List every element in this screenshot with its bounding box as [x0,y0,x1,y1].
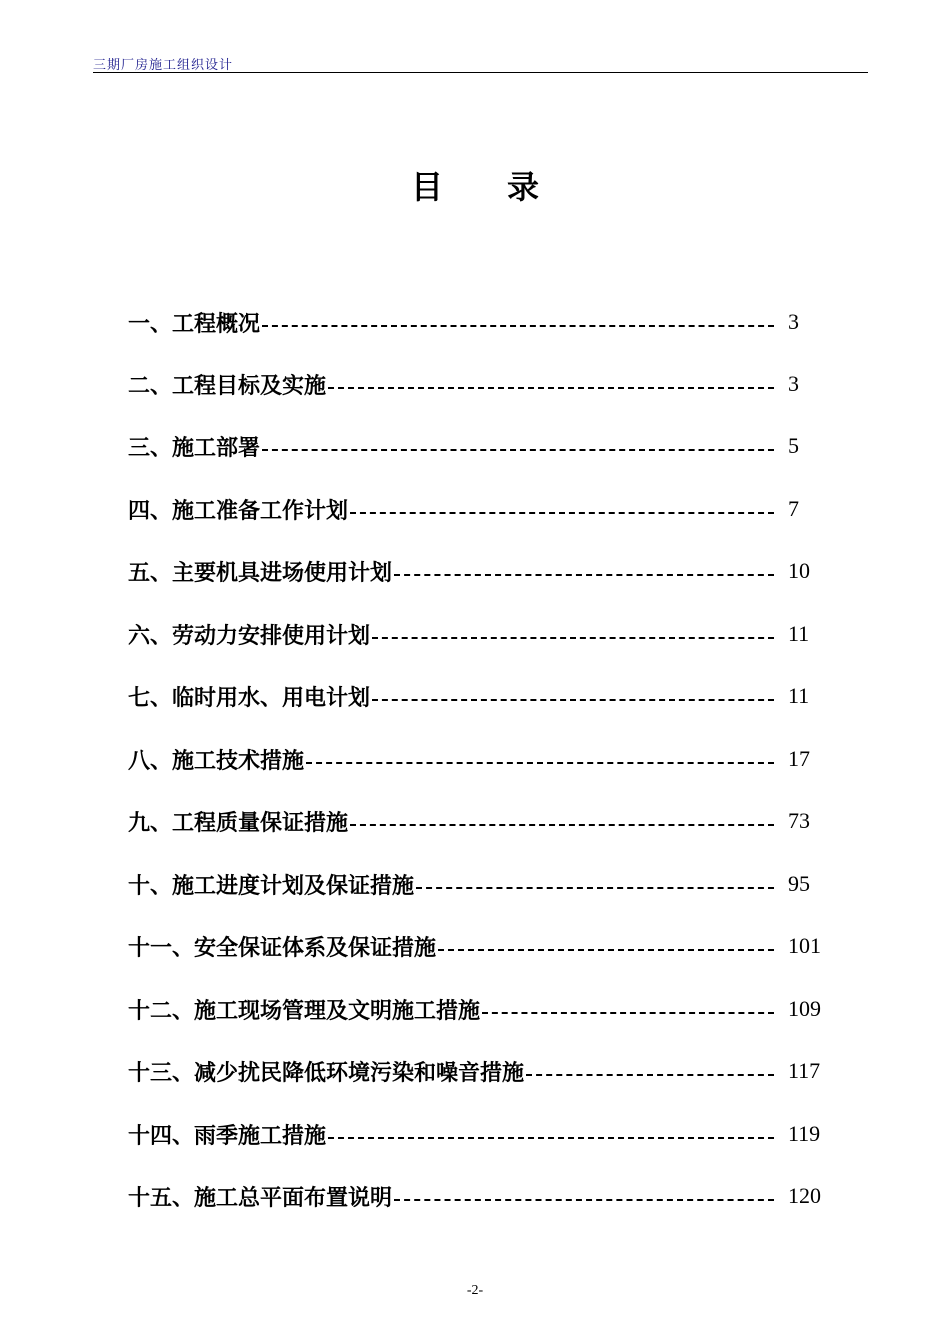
toc-entry[interactable] [128,1114,828,1154]
page-title-part1: 目 [410,168,443,206]
toc-entry-page: 95 [788,871,810,896]
toc-entry[interactable] [128,1051,828,1091]
toc-entry-page: 5 [788,433,799,458]
toc-entry-label: 三、施工部署 [128,435,261,461]
toc-leader-dots [438,949,774,951]
toc-entry[interactable] [128,302,828,342]
toc-entry-page: 3 [788,371,799,396]
toc-leader-dots [306,762,774,764]
toc-entry-label: 十二、施工现场管理及文明施工措施 [128,998,481,1024]
toc-entry-label: 九、工程质量保证措施 [128,810,349,836]
toc-leader-dots [482,1012,774,1014]
toc-entry[interactable] [128,1176,828,1216]
header-divider [93,72,868,73]
toc-entry-label: 二、工程目标及实施 [128,373,327,399]
toc-leader-dots [394,574,774,576]
toc-entry-page: 117 [788,1058,821,1083]
toc-entry-label: 五、主要机具进场使用计划 [128,560,393,586]
page-title [0,162,950,208]
toc-entry-page: 11 [788,621,810,646]
toc-entry-label: 十四、雨季施工措施 [128,1123,327,1149]
toc-leader-dots [350,512,774,514]
toc-entry-page: 11 [788,683,810,708]
toc-leader-dots [372,699,774,701]
toc-leader-dots [262,449,774,451]
toc-leader-dots [416,887,774,889]
toc-entry-page: 109 [788,996,821,1021]
toc-entry[interactable] [128,989,828,1029]
toc-entry-label: 一、工程概况 [128,311,261,337]
toc-leader-dots [328,1137,774,1139]
toc-entry[interactable] [128,864,828,904]
toc-entry[interactable] [128,364,828,404]
toc-entry-label: 四、施工准备工作计划 [128,498,349,524]
toc-leader-dots [394,1199,774,1201]
toc-entry-page: 120 [788,1183,821,1208]
toc-entry-page: 119 [788,1121,821,1146]
toc-leader-dots [526,1074,774,1076]
toc-entry[interactable] [128,926,828,966]
toc-entry-page: 73 [788,808,810,833]
toc-leader-dots [372,637,774,639]
toc-entry-label: 十、施工进度计划及保证措施 [128,873,415,899]
toc-entry-page: 7 [788,496,799,521]
toc-entry[interactable] [128,551,828,591]
toc-entry-page: 3 [788,309,799,334]
toc-entry[interactable] [128,489,828,529]
toc-leader-dots [350,824,774,826]
header-title: 三期厂房施工组织设计 [93,58,234,73]
toc-leader-dots [262,325,774,327]
page-title-part2: 录 [507,168,540,206]
toc-entry[interactable] [128,614,828,654]
toc-entry-label: 七、临时用水、用电计划 [128,685,371,711]
toc-entry[interactable] [128,801,828,841]
toc-entry-label: 六、劳动力安排使用计划 [128,623,371,649]
toc-entry-page: 10 [788,558,810,583]
toc-entry[interactable] [128,676,828,716]
toc-entry-page: 101 [788,933,821,958]
toc-entry[interactable] [128,739,828,779]
toc-entry-label: 十五、施工总平面布置说明 [128,1185,393,1211]
toc-entry-label: 十三、减少扰民降低环境污染和噪音措施 [128,1060,525,1086]
toc-leader-dots [328,387,774,389]
toc-entry-page: 17 [788,746,810,771]
toc-entry-label: 八、施工技术措施 [128,748,305,774]
toc-entry[interactable] [128,426,828,466]
toc-entry-label: 十一、安全保证体系及保证措施 [128,935,437,961]
page-number: -2- [466,1283,484,1298]
page-header [93,52,868,74]
